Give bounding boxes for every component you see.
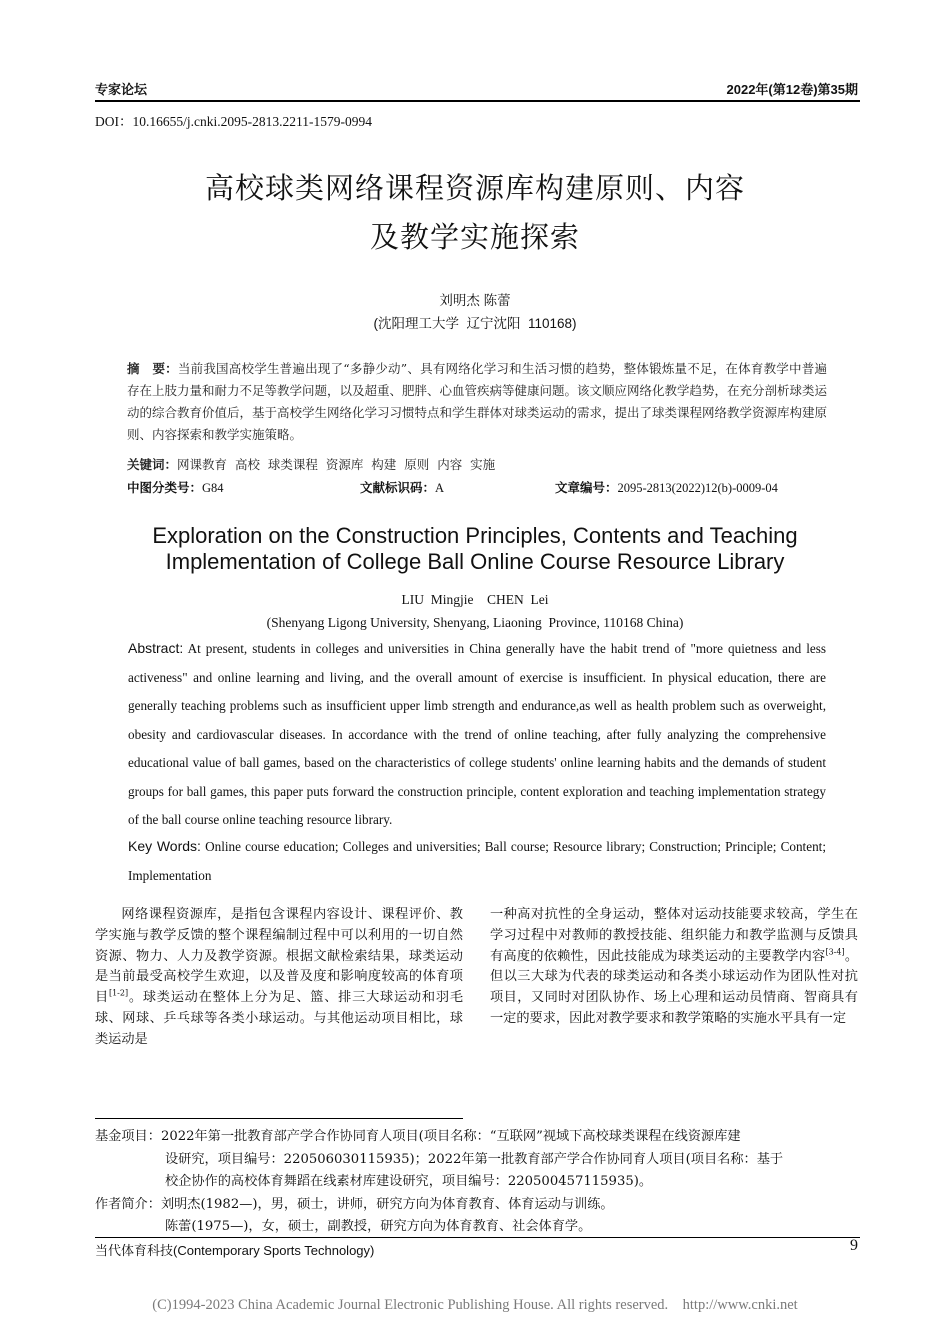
author-line-1: [95, 1194, 865, 1217]
footer-journal: 当代体育科技(Contemporary Sports Technology): [95, 1243, 375, 1258]
fund-line-3: [95, 1171, 865, 1194]
citation-3-4: [3-4]: [825, 947, 845, 957]
running-header-issue: 2022年(第12卷)第35期: [726, 82, 858, 97]
article-value: 2095-2813(2022)12(b)-0009-04: [617, 481, 778, 495]
author-text-2: 陈蕾(1975—)，女，硕士，副教授，研究方向为体育教育、社会体育学。: [165, 1219, 592, 1234]
author-text-1: 刘明杰(1982—)，男，硕士，讲师，研究方向为体育教育、体育运动与训练。: [160, 1196, 614, 1212]
keywords-cn-label: 关键词：: [127, 457, 178, 472]
fund-line-2: [95, 1149, 865, 1172]
title-cn-line1: 高校球类网络课程资源库构建原则、内容: [204, 171, 745, 205]
body-column-left: [95, 905, 463, 1051]
fund-text-2: 设研究，项目编号：220506030115935)；2022年第一批教育部产学合作协同育人项目(项目名称：基于: [165, 1151, 784, 1167]
abstract-cn-label: 摘 要：: [127, 361, 178, 376]
affiliation-en: (Shenyang Ligong University, Shenyang, Liaoning Province, 110168 China): [266, 615, 684, 630]
doi: DOI：10.16655/j.cnki.2095-2813.2211-1579-0994: [95, 114, 372, 129]
abstract-en-label: Abstract:: [128, 640, 184, 656]
article-number: [555, 478, 778, 496]
clc-label: 中图分类号：: [127, 481, 203, 495]
title-cn-line2: 及教学实施探索: [369, 220, 580, 254]
body-right-text-b: 。但以三大球为代表的球类运动和各类小球运动作为团队性对抗项目，又同时对团队协作、场上心理和运动员情商、智商具有一定的要求，因此对教学要求和教学策略的实施水平具有一定: [490, 948, 859, 1026]
body-column-right: [490, 905, 858, 1030]
document-code: [360, 478, 444, 496]
body-left-text-a: 网络课程资源库，是指包含课程内容设计、课程评价、教学实施与教学反馈的整个课程编制过程中可以利用的一切自然资源、物力、人力及教学资源。根据文献检索结果，球类运动是当前最受高校学生欢迎，以及普及度和影响度较高的体育项目: [95, 907, 463, 1006]
affiliation-cn: (沈阳理工大学 辽宁沈阳 110168): [373, 316, 577, 331]
abstract-en: [128, 634, 826, 835]
body-left-text-b: 。球类运动在整体上分为足、篮、排三大球运动和羽毛球、网球、乒乓球等各类小球运动。与其他运动项目相比，球类运动是: [95, 990, 464, 1047]
article-label: 文章编号：: [555, 481, 618, 495]
author-label: 作者简介：: [95, 1196, 161, 1212]
citation-1-2: [1-2]: [108, 988, 129, 998]
title-en-line2: Implementation of College Ball Online Course Resource Library: [165, 549, 785, 574]
title-en-line1: Exploration on the Construction Principles, Contents and Teaching: [152, 523, 798, 548]
fund-label: 基金项目：: [95, 1129, 161, 1144]
abstract-cn-text: 当前我国高校学生普遍出现了“多静少动”、具有网络化学习和生活习惯的趋势，整体锻炼量不足，在体育教学中普遍存在上肢力量和耐力不足等教学问题，以及超重、肥胖、心血管疾病等健康问题。该文顺应网络化教学趋势，在充分剖析球类运动的综合教育价值后，基于高校学生网络化学习习惯特点和学生群体对球类运动的需求，提出了球类课程网络教学资源库构建原则、内容探索和教学实施策略。: [127, 361, 828, 442]
page-number: 9: [850, 1237, 858, 1254]
clc-code: [127, 478, 224, 496]
author-line-2: [95, 1216, 865, 1239]
footnote-rule: [95, 1118, 463, 1119]
keywords-en-label: Key Words:: [128, 838, 201, 854]
fund-text-3: 校企协作的高校体育舞蹈在线素材库建设研究，项目编号：220500457115935)。: [165, 1174, 653, 1189]
authors-en: LIU Mingjie CHEN Lei: [401, 592, 549, 607]
keywords-cn: [127, 454, 827, 476]
doc-value: A: [435, 481, 445, 495]
footer-rule: [95, 1237, 860, 1238]
clc-value: G84: [202, 481, 224, 495]
cnki-watermark: (C)1994-2023 China Academic Journal Electronic Publishing House. All rights reserved. http://www.cnki.net: [152, 1297, 798, 1313]
body-right-text-a: 一种高对抗性的全身运动，整体对运动技能要求较高，学生在学习过程中对教师的教授技能、组织能力和教学监测与反馈具有高度的依赖性，因此技能成为球类运动的主要教学内容: [490, 907, 858, 964]
keywords-en-text: Online course education; Colleges and universities; Ball course; Resource library; Construction; Principle; Content; Implementation: [128, 839, 826, 883]
fund-text-1: 2022年第一批教育部产学合作协同育人项目(项目名称：“互联网”视域下高校球类课程在线资源库建: [160, 1129, 741, 1144]
keywords-cn-text: 网课教育 高校 球类课程 资源库 构建 原则 内容 实施: [177, 457, 496, 472]
abstract-cn: [127, 358, 827, 446]
keywords-en: [128, 832, 826, 890]
authors-cn: 刘明杰 陈蕾: [439, 293, 511, 308]
doc-label: 文献标识码：: [360, 481, 436, 495]
footnotes: [95, 1126, 865, 1239]
running-header-section: 专家论坛: [95, 82, 148, 97]
abstract-en-text: At present, students in colleges and universities in China generally have the habit trend of "more quietness and less activeness" and online learning and living, and the overall amount of exercise is insufficient. In physical education, there are generally teaching problems such as insufficient upper limb strength and endurance,as well as health problem such as overweight, obesity and cardiovascular diseases. In accordance with the trend of online teaching, after fully analyzing the comprehensive educational value of ball games, based on the characteristics of college students' online learning habits and the demands of student groups for ball games, this paper puts forward the construction principle, content exploration and teaching implementation strategy of the ball course online teaching resource library.: [128, 641, 826, 827]
header-rule: [95, 100, 860, 102]
fund-line-1: [95, 1126, 865, 1149]
